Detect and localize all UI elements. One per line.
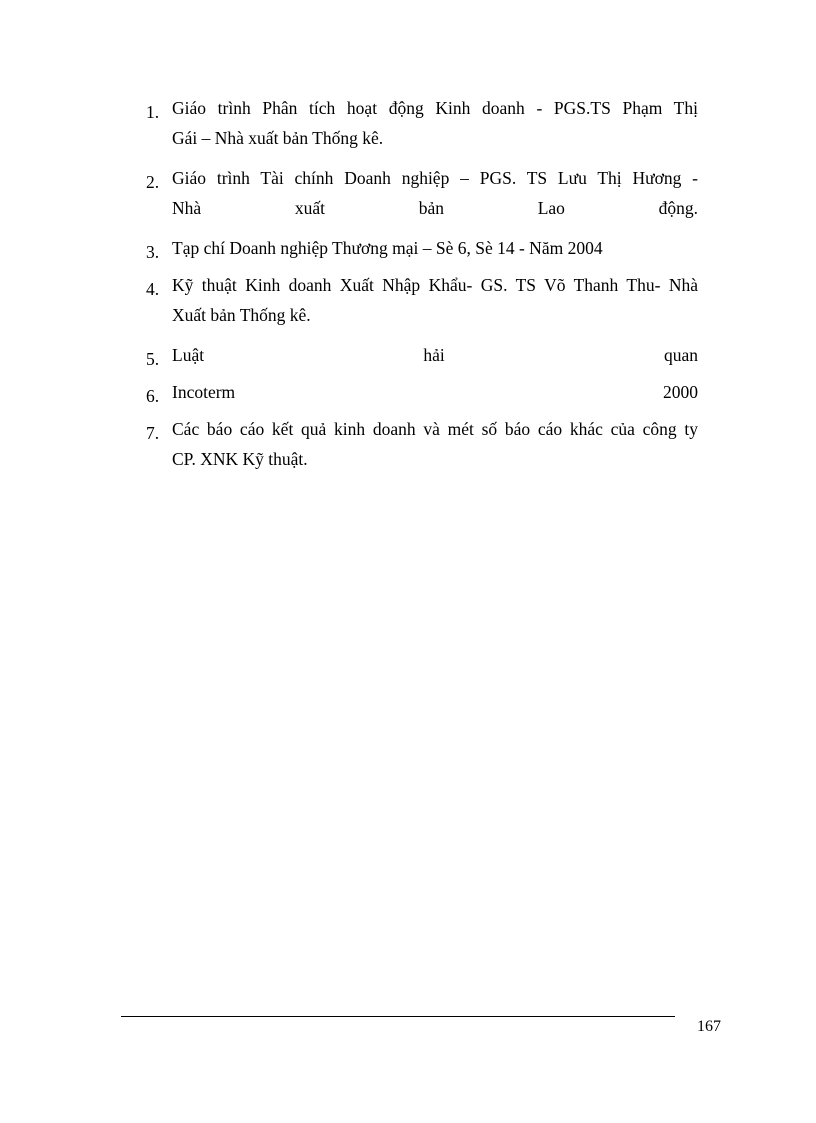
footer-divider — [121, 1016, 675, 1017]
reference-text-line: Kỹ thuật Kinh doanh Xuất Nhập Khẩu- GS. TS Võ Thanh Thu- Nhà — [172, 275, 698, 295]
reference-text-line: Giáo trình Tài chính Doanh nghiệp – PGS. TS Lưu Thị Hương - — [172, 168, 698, 188]
reference-text-line: Gái – Nhà xuất bản Thống kê. — [172, 128, 384, 148]
page-number: 167 — [697, 1018, 721, 1035]
reference-text-line: Nhà xuất bản Lao động. — [172, 198, 698, 218]
reference-text-line: Xuất bản Thống kê. — [172, 305, 311, 325]
reference-text-line: Incoterm 2000 — [172, 382, 698, 402]
reference-text-line: Các báo cáo kết quả kinh doanh và mét số báo cáo khác của công ty — [172, 419, 698, 439]
reference-number: 5. — [146, 349, 160, 369]
reference-list — [146, 93, 698, 484]
reference-item-6 — [146, 377, 698, 407]
reference-text-line: Luật hải quan — [172, 345, 698, 365]
reference-number: 4. — [146, 279, 160, 299]
reference-item-3 — [146, 233, 698, 263]
reference-text-line: Giáo trình Phân tích hoạt động Kinh doanh - PGS.TS Phạm Thị — [172, 98, 698, 118]
reference-item-2 — [146, 163, 698, 223]
reference-item-1 — [146, 93, 698, 153]
reference-text-line: Tạp chí Doanh nghiệp Thương mại – Sè 6, Sè 14 - Năm 2004 — [172, 238, 603, 258]
reference-item-4 — [146, 270, 698, 330]
reference-text-line: CP. XNK Kỹ thuật. — [172, 449, 308, 469]
reference-item-7 — [146, 414, 698, 474]
reference-number: 6. — [146, 386, 160, 406]
reference-number: 7. — [146, 423, 160, 443]
reference-item-5 — [146, 340, 698, 370]
reference-number: 3. — [146, 242, 160, 262]
reference-number: 2. — [146, 172, 160, 192]
reference-number: 1. — [146, 102, 160, 122]
